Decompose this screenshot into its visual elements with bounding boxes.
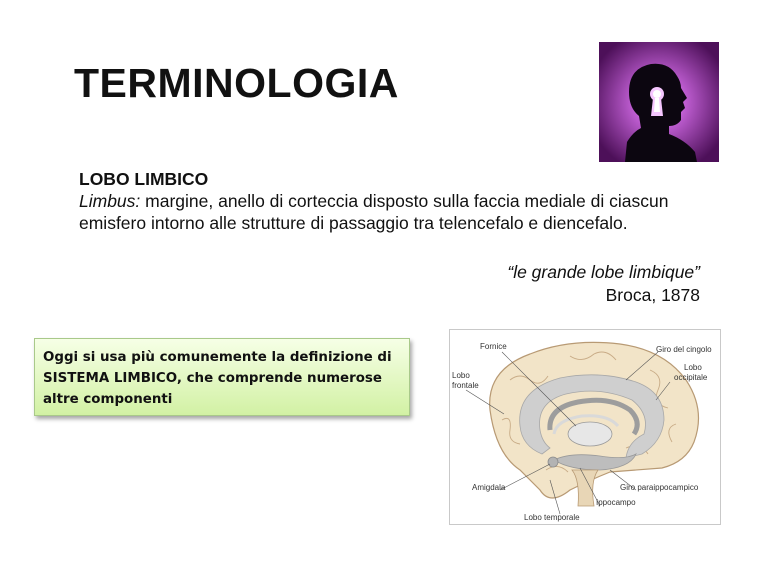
label-giro-paraippocampico: Giro paraippocampico <box>620 483 699 492</box>
limbus-term: Limbus: <box>79 191 141 211</box>
broca-quote <box>507 261 700 307</box>
limbus-definition: margine, anello di corteccia disposto sulla faccia mediale di ciascun emisfero intorno alle strutture di passaggio tra telencefalo e diencefalo. <box>79 191 669 233</box>
silhouette-keyhole-icon <box>599 42 719 162</box>
label-lobo-frontale-1: Lobo <box>452 371 470 380</box>
label-giro-cingolo: Giro del cingolo <box>656 345 712 354</box>
label-lobo-occipitale-2: occipitale <box>674 373 708 382</box>
slide-title: TERMINOLOGIA <box>74 60 399 106</box>
lobo-limbico-heading: LOBO LIMBICO <box>79 169 209 189</box>
label-lobo-frontale-2: frontale <box>452 381 479 390</box>
quote-source: Broca, 1878 <box>605 285 700 305</box>
limbic-brain-diagram <box>449 329 721 525</box>
label-ippocampo: Ippocampo <box>596 498 636 507</box>
label-lobo-occipitale-1: Lobo <box>684 363 702 372</box>
definition-block <box>79 168 669 234</box>
sistema-limbico-note: Oggi si usa più comunemente la definizione di SISTEMA LIMBICO, che comprende numerose altre componenti <box>34 338 410 416</box>
quote-text: “le grande lobe limbique” <box>507 262 700 282</box>
label-amigdala: Amigdala <box>472 483 506 492</box>
label-fornice: Fornice <box>480 342 507 351</box>
label-lobo-temporale: Lobo temporale <box>524 513 580 522</box>
